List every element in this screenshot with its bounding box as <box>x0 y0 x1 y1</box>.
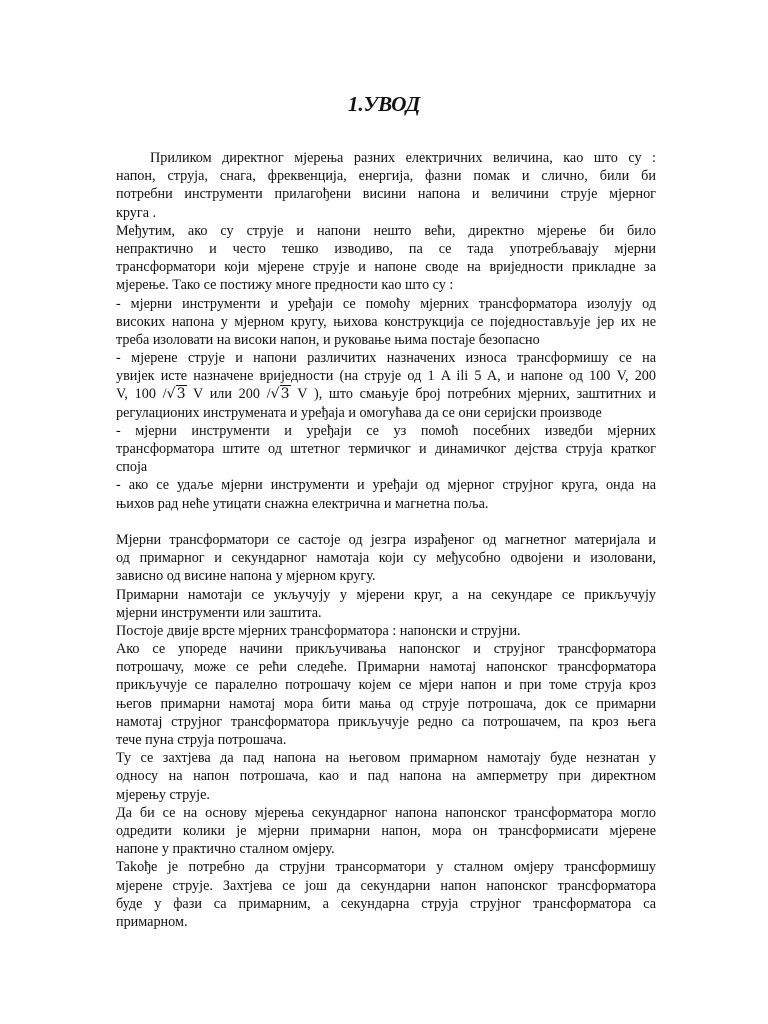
text-line: V, 100 /√3 V или 200 /√3 V ), што смањује број потребних мјерних, заштитних и <box>116 386 656 403</box>
text-line: трансформатора штите од штетног термичког и динамичког дејства струја кратког <box>116 441 656 457</box>
text-line: напон, струја, снага, фреквенција, енергија, фазни помак и слично, били би <box>116 168 656 185</box>
text-line: мјерни инструменти или заштита. <box>116 604 322 621</box>
text-line: намотај струјног трансформатора прикључује редно са потрошачем, па кроз њега <box>116 713 656 730</box>
sqrt-symbol: √3 <box>270 386 290 403</box>
text-line: круга . <box>116 204 157 221</box>
text-line: одредити колики је мјерни примарни напон, мора он трансформисати мјерене <box>116 822 656 839</box>
text-line: регулационих инструмената и уређаја и омогућава да се они серијски производе <box>116 404 602 421</box>
text-line: - мјерни инструменти и уређаји се помоћу мјерних трансформатора изолују од <box>116 295 656 312</box>
text-line: тече пуна струја потрошача. <box>116 732 287 748</box>
text-line: потребни инструменти прилагођени висини напона и величини струје мјерног <box>116 186 656 203</box>
text-line: непрактично и често тешко изводиво, па се тада употребљавају мјерни <box>116 240 656 257</box>
text-line: споја <box>116 459 148 476</box>
text-line: његов примарни намотај мора бити мања од струје потрошача, док се примарни <box>116 695 656 712</box>
text-line: Ако се упореде начини прикључивања напонског и струјног трансформатора <box>116 641 656 658</box>
text-line: односу на напон потрошача, као и пад напона на амперметру при директном <box>116 768 656 785</box>
sqrt-symbol: √3 <box>166 386 186 403</box>
text-line: потрошачу, може се рећи следеће. Примарни намотај напонског трансформатора <box>116 659 656 676</box>
text-line: напоне у практично сталном омјеру. <box>116 841 335 858</box>
text-line: Постоје двије врсте мјерних трансформатора : напонски и струјни. <box>116 622 521 639</box>
text-line: Ту се захтјева да пад напона на његовом примарном намотају буде незнатан у <box>116 750 656 767</box>
text-line: њихов рад неће утицати снажна електрична и магнетна поља. <box>116 495 489 512</box>
text-line: Приликом директног мјерења разних електричних величина, као што су : <box>150 150 656 166</box>
blank-line <box>116 513 656 531</box>
text-line: - ако се удаље мјерни инструменти и уређаји од мјерног струјног круга, онда на <box>116 477 656 494</box>
document-body <box>116 149 656 931</box>
text-line: Takoђe је потребно да струјни трансорматори у сталном омјеру трансформишу <box>116 859 656 876</box>
text-line: од примарног и секундарног намотаја који су међусобно одвојени и изоловани, <box>116 550 656 567</box>
text-line: мјерењу струје. <box>116 786 210 803</box>
text-line: Примарни намотаји се укључују у мјерени круг, а на секундаре се прикључују <box>116 586 656 603</box>
document-title: 1.УВОД <box>347 92 421 116</box>
text-line: Међутим, ако су струје и напони нешто већи, директно мјерење би било <box>116 222 656 239</box>
text-line: буде у фази са примарним, а секундарна струја струјног трансформатора са <box>116 895 656 912</box>
text-line: - мјерни инструменти и уређаји се уз помоћ посебних изведби мјерних <box>116 422 656 439</box>
text-line: прикључује се паралелно потрошачу којем се мјери напон и при томе струја кроз <box>116 677 656 694</box>
text-line: високих напона у мјерном кругу, њихова конструкција се поједностављује јер их не <box>116 313 656 330</box>
text-line: трансформатори који мјерене струје и напоне своде на вриједности прикладне за <box>116 259 656 276</box>
text-line: треба изоловати на високи напон, и руковање њима постаје безопасно <box>116 331 540 348</box>
text-line: зависно од висине напона у мјерном кругу. <box>116 568 376 585</box>
text-line: мјерене струје. Захтјева се још да секундарни напон напонског трансформатора <box>116 877 656 894</box>
text-line: увијек исте назначене вриједности (на струје од 1 A ili 5 A, и напоне од 100 V, 200 <box>116 368 656 385</box>
text-line: - мјерене струје и напони различитих назначених износа трансформишу се на <box>116 350 656 367</box>
text-line: примарном. <box>116 913 188 930</box>
text-line: мјерење. Тако се постижу многе предности као што су : <box>116 277 454 294</box>
text-line: Мјерни трансформатори се састоје од језгра израђеног од магнетног материјала и <box>116 531 656 548</box>
text-line: Да би се на основу мјерења секундарног напона напонског трансформатора могло <box>116 804 656 821</box>
